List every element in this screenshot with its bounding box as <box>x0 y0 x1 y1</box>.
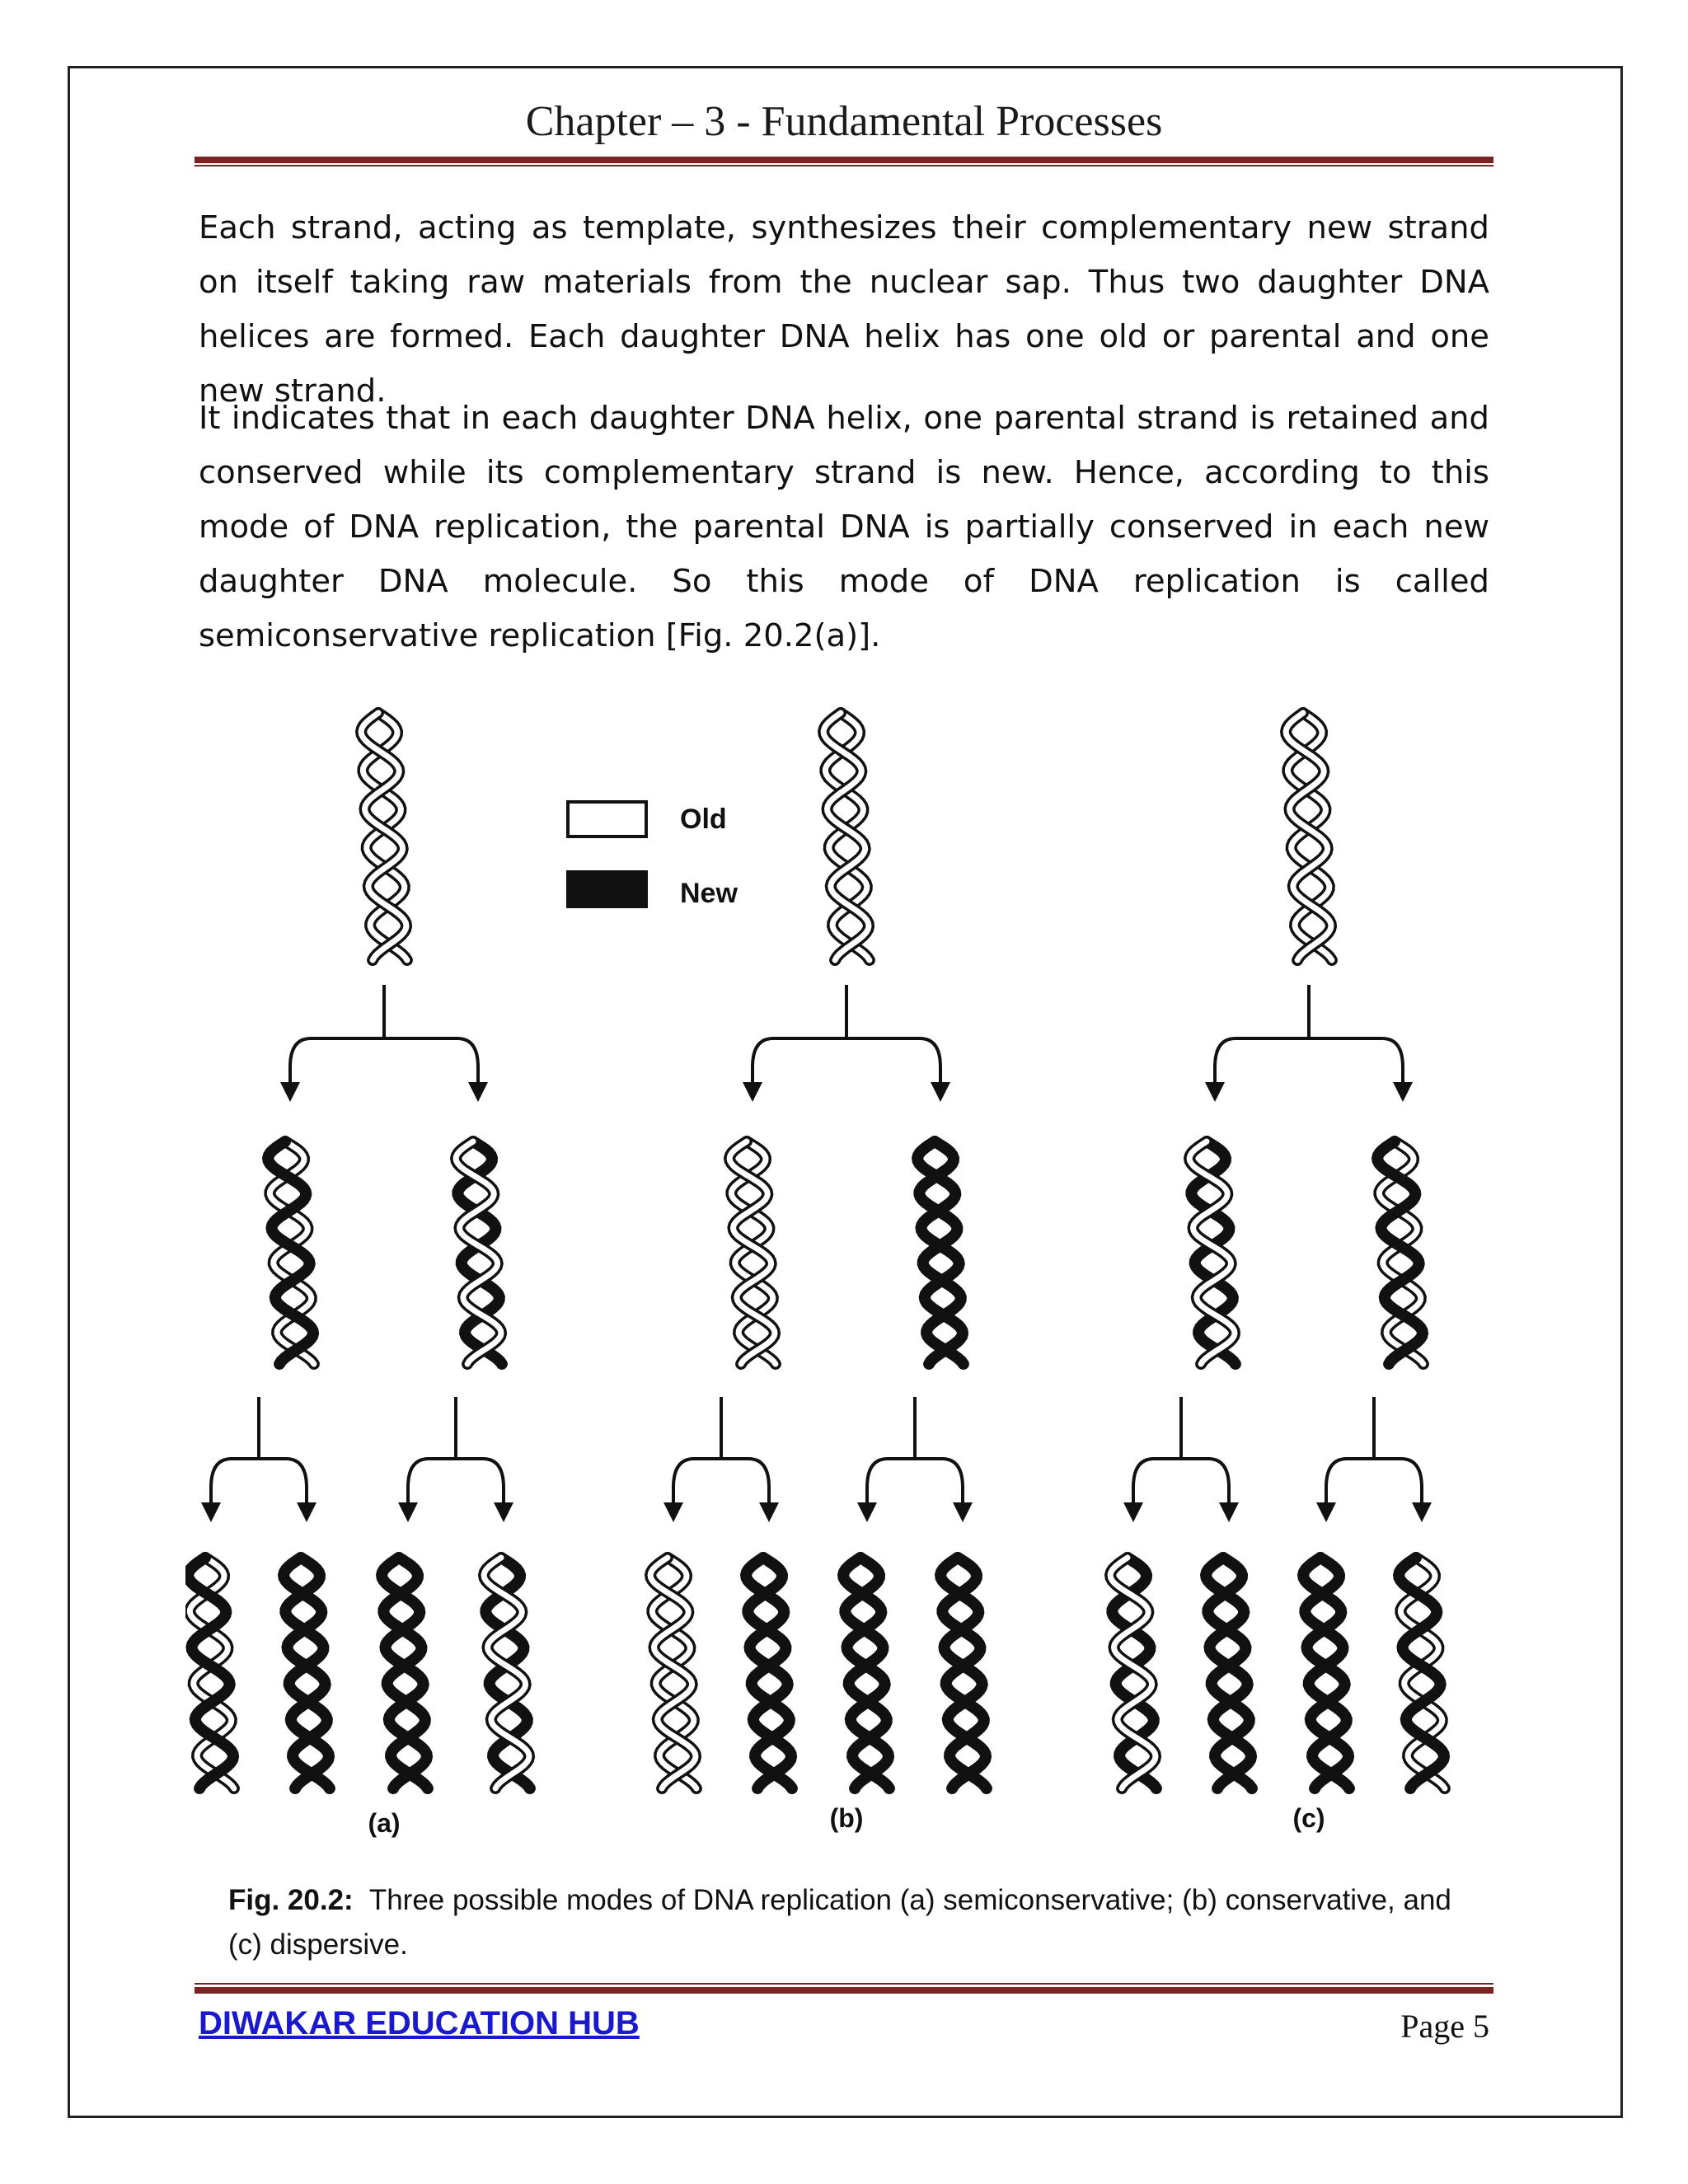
dna-helix <box>188 1558 234 1788</box>
dna-helix <box>1303 1558 1349 1788</box>
footer-rule-thin <box>195 1983 1493 1985</box>
legend-new-swatch <box>568 872 646 907</box>
footer-brand-link[interactable]: DIWAKAR EDUCATION HUB <box>199 2005 640 2041</box>
legend-old-swatch <box>568 802 646 837</box>
helix-group <box>188 713 1445 1788</box>
page-number: Page 5 <box>1400 2008 1489 2045</box>
branch-connector <box>408 1397 504 1488</box>
dna-helix <box>650 1558 696 1788</box>
dna-helix <box>268 1141 314 1364</box>
branch-connector <box>867 1397 963 1488</box>
header-rule <box>195 157 1493 163</box>
dna-helix <box>382 1558 428 1788</box>
branch-connector <box>211 1397 307 1488</box>
dna-helix <box>1189 1141 1236 1364</box>
legend-old-label: Old <box>680 804 727 835</box>
figure-svg <box>185 663 1496 1961</box>
dna-replication-figure <box>185 663 1496 1961</box>
panel-label-b: (b) <box>829 1803 864 1833</box>
panel-label-a: (a) <box>368 1808 401 1838</box>
figure-caption-line-1 <box>228 1884 1451 1916</box>
branch-connector <box>753 985 940 1067</box>
branch-connector <box>1215 985 1403 1067</box>
legend-new-label: New <box>680 878 738 909</box>
dna-helix <box>1377 1141 1423 1364</box>
dna-helix <box>917 1141 964 1364</box>
figure-caption-text: Three possible modes of DNA replication (a) semiconservative; (b) conservative, and <box>368 1884 1451 1916</box>
dna-helix <box>1110 1558 1156 1788</box>
arrow-group <box>211 985 1422 1512</box>
dna-helix <box>729 1141 776 1364</box>
dna-helix <box>484 1558 530 1788</box>
branch-connector <box>673 1397 769 1488</box>
dna-helix <box>746 1558 792 1788</box>
dna-helix <box>1206 1558 1252 1788</box>
dna-helix <box>361 713 407 960</box>
branch-connector <box>1133 1397 1229 1488</box>
paragraph-1: Each strand, acting as template, synthesizes their complementary new strand on itself taking raw materials from the nuclear sap. Thus two daughter DNA helices are formed. Each daughter DNA helix has one old or parental and one new strand. <box>199 209 1489 410</box>
dna-helix <box>1286 713 1332 960</box>
panel-label-c: (c) <box>1292 1803 1325 1833</box>
figure-caption-line-2: (c) dispersive. <box>228 1929 408 1961</box>
branch-connector <box>290 985 478 1067</box>
dna-helix <box>284 1558 330 1788</box>
dna-helix <box>843 1558 889 1788</box>
branch-connector <box>1326 1397 1422 1488</box>
footer-rule <box>195 1987 1493 1994</box>
header-rule-thin <box>195 165 1493 166</box>
dna-helix <box>1399 1558 1445 1788</box>
dna-helix <box>940 1558 987 1788</box>
dna-helix <box>456 1141 502 1364</box>
figure-caption-prefix: Fig. 20.2: <box>228 1884 354 1916</box>
page-title: Chapter – 3 - Fundamental Processes <box>525 98 1163 145</box>
paragraph-2: It indicates that in each daughter DNA helix, one parental strand is retained and conserved while its complementary strand is new. Hence, according to this mode of DNA replication, the parental DNA is partially conserved in each new daughter DNA molecule. So this mode of DNA replication is called semiconservative replication [Fig. 20.2(a)]. <box>199 400 1489 654</box>
dna-helix <box>823 713 870 960</box>
